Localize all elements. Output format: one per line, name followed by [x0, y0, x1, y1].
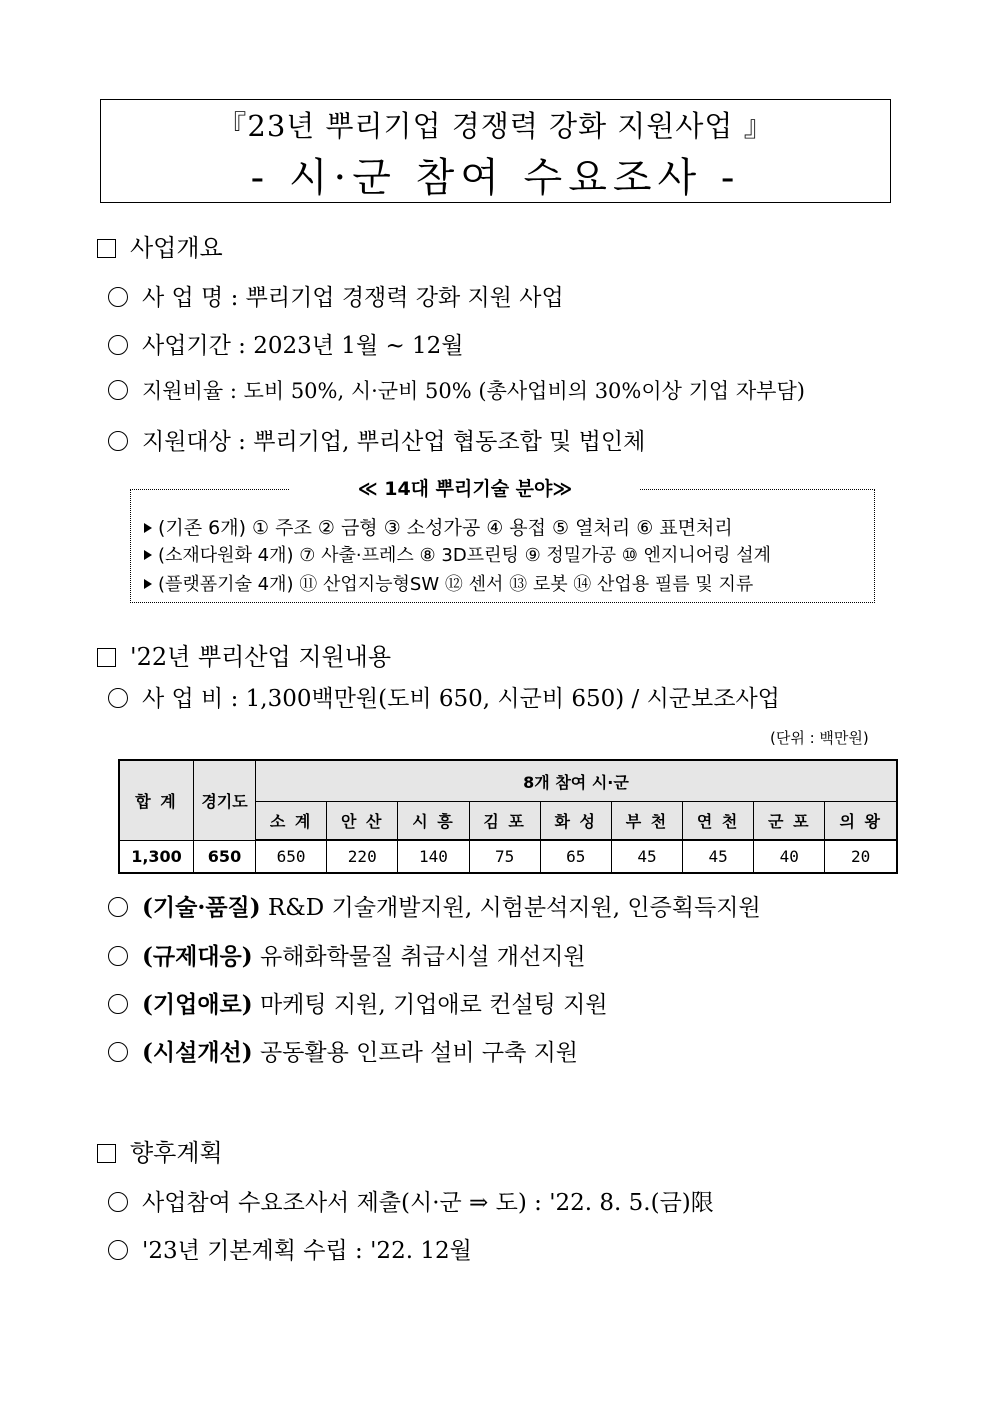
list-item: (기술·품질) R&D 기술개발지원, 시험분석지원, 인증획득지원	[108, 889, 761, 922]
circle-bullet-icon	[108, 431, 128, 451]
cell-value: 140	[398, 840, 469, 873]
list-item: (기업애로) 마케팅 지원, 기업애로 컨설팅 지원	[108, 986, 608, 1019]
list-item: (규제대응) 유해화학물질 취급시설 개선지원	[108, 938, 586, 971]
list-item: 사 업 명 : 뿌리기업 경쟁력 강화 지원 사업	[108, 279, 564, 312]
square-bullet-icon	[97, 648, 116, 667]
circle-bullet-icon	[108, 1240, 128, 1260]
tech-line: (플랫폼기술 4개) ⑪ 산업지능형SW ⑫ 센서 ⑬ 로봇 ⑭ 산업용 필름 및 지류	[144, 570, 753, 596]
header-total: 합 계	[119, 760, 194, 840]
document-subtitle: - 시·군 참여 수요조사 -	[250, 155, 741, 201]
header-city: 안 산	[327, 802, 398, 841]
header-city: 김 포	[469, 802, 540, 841]
circle-bullet-icon	[108, 994, 128, 1014]
document-title: 『23년 뿌리기업 경쟁력 강화 지원사업 』	[217, 109, 774, 143]
cell-value: 75	[469, 840, 540, 873]
circle-bullet-icon	[108, 1042, 128, 1062]
section-support	[97, 637, 391, 672]
cell-total: 1,300	[119, 840, 194, 873]
tech-fields-title: ≪ 14대 뿌리기술 분야≫	[290, 474, 640, 501]
header-city: 의 왕	[825, 802, 897, 841]
section-overview	[97, 228, 223, 263]
triangle-bullet-icon	[144, 550, 152, 560]
triangle-bullet-icon	[144, 579, 152, 589]
circle-bullet-icon	[108, 1192, 128, 1212]
header-city: 소 계	[256, 802, 327, 841]
list-item: 지원비율 : 도비 50%, 시·군비 50% (총사업비의 30%이상 기업 자부담)	[108, 375, 805, 405]
triangle-bullet-icon	[144, 523, 152, 533]
cell-value: 20	[825, 840, 897, 873]
tech-line: (기존 6개) ① 주조 ② 금형 ③ 소성가공 ④ 용접 ⑤ 열처리 ⑥ 표면처리	[144, 513, 733, 540]
header-group: 8개 참여 시·군	[256, 760, 898, 802]
circle-bullet-icon	[108, 688, 128, 708]
circle-bullet-icon	[108, 897, 128, 917]
cell-value: 40	[754, 840, 825, 873]
section-heading: 향후계획	[130, 1139, 223, 1167]
list-item: '23년 기본계획 수립 : '22. 12월	[108, 1232, 472, 1265]
list-item: (시설개선) 공동활용 인프라 설비 구축 지원	[108, 1034, 578, 1067]
header-city: 시 흥	[398, 802, 469, 841]
budget-table	[118, 759, 898, 874]
circle-bullet-icon	[108, 946, 128, 966]
circle-bullet-icon	[108, 335, 128, 355]
title-box	[100, 99, 891, 203]
list-item: 사업참여 수요조사서 제출(시·군 ⇒ 도) : '22. 8. 5.(금)限	[108, 1184, 714, 1217]
list-item: 사 업 비 : 1,300백만원(도비 650, 시군비 650) / 시군보조사업	[108, 680, 780, 713]
cell-province: 650	[194, 840, 256, 873]
square-bullet-icon	[97, 239, 116, 258]
header-city: 군 포	[754, 802, 825, 841]
circle-bullet-icon	[108, 287, 128, 307]
header-city: 부 천	[611, 802, 682, 841]
unit-note: (단위 : 백만원)	[770, 729, 869, 747]
header-city: 화 성	[540, 802, 611, 841]
circle-bullet-icon	[108, 380, 128, 400]
section-plan	[97, 1133, 223, 1168]
header-city: 연 천	[683, 802, 754, 841]
cell-value: 45	[683, 840, 754, 873]
section-heading: 사업개요	[130, 234, 223, 262]
header-province: 경기도	[194, 760, 256, 840]
cell-value: 45	[611, 840, 682, 873]
cell-value: 65	[540, 840, 611, 873]
list-item: 지원대상 : 뿌리기업, 뿌리산업 협동조합 및 법인체	[108, 423, 645, 456]
cell-value: 650	[256, 840, 327, 873]
square-bullet-icon	[97, 1144, 116, 1163]
cell-value: 220	[327, 840, 398, 873]
tech-line: (소재다원화 4개) ⑦ 사출·프레스 ⑧ 3D프린팅 ⑨ 정밀가공 ⑩ 엔지니어링 설계	[144, 541, 771, 567]
list-item: 사업기간 : 2023년 1월 ~ 12월	[108, 327, 464, 360]
section-heading: '22년 뿌리산업 지원내용	[130, 643, 392, 671]
